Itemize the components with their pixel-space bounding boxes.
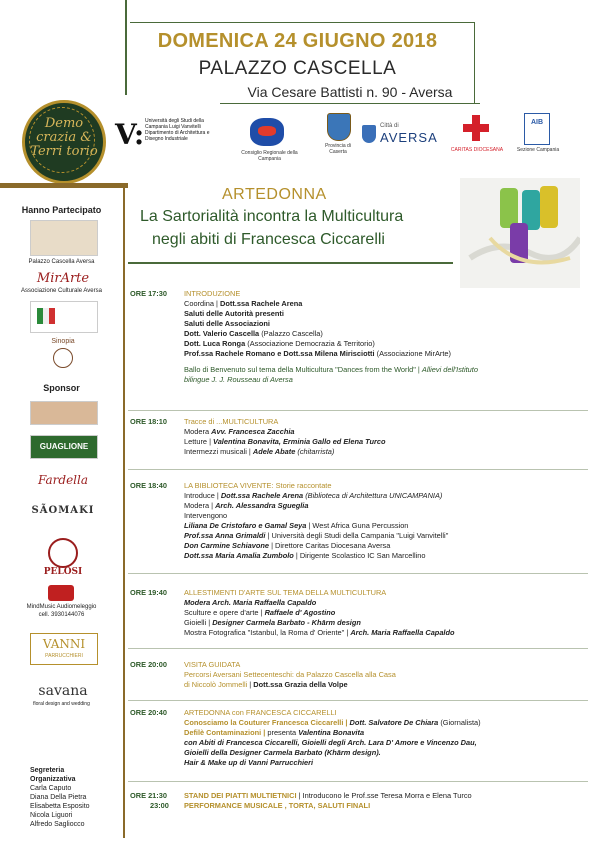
thread-spools-illustration: [460, 178, 580, 288]
citta-aversa-logo: [362, 125, 438, 147]
consiglio-text: Consiglio Regionale della Campania: [241, 150, 298, 162]
secretariat-member: Elisabetta Esposito: [30, 803, 90, 810]
schedule-line: di Niccolò Jommelli | Dott.ssa Grazia della Volpe: [184, 680, 348, 689]
schedule-line: Hair & Make up di Vanni Parrucchieri: [184, 758, 314, 767]
event-date: DOMENICA 24 GIUGNO 2018: [157, 30, 438, 52]
schedule-line: Don Carmine Schiavone | Direttore Caritas Diocesana Aversa: [184, 541, 391, 550]
schedule-line: Liliana De Cristofaro e Gamal Seya | West Africa Gunа Percussion: [184, 521, 409, 530]
yellow-spool-icon: [540, 186, 558, 228]
mindmusic-caption: MindMusic Audiomeleggio: [26, 604, 97, 610]
palazzo-photo: [30, 220, 98, 256]
provincia-text: Provincia di Caserta: [325, 143, 351, 155]
schedule-line: Introduce | Dott.ssa Rachele Arena (Biblioteca di Architettura UNICAMPANIA): [184, 491, 443, 500]
aib-sezione: Sezione Campania: [516, 147, 560, 153]
schedule-line: Mostra Fotografica "Istanbul, la Roma d' Oriente" | Arch. Maria Raffaella Capaldo: [184, 628, 455, 637]
caritas-logo: [449, 115, 505, 163]
schedule-line: Dott. Luca Ronga (Associazione Democrazia & Territorio): [184, 339, 375, 348]
section-time: ORE 21:30: [130, 791, 167, 800]
secretariat-member: Nicola Liguori: [30, 812, 73, 819]
mindmusic-phone: cell. 3930144076: [38, 612, 85, 618]
schedule-line: STAND DEI PIATTI MULTIETNICI | Introducono le Prof.sse Teresa Morra e Elena Turco: [184, 791, 472, 800]
sponsor-title: Sponsor: [43, 383, 80, 393]
schedule-line: Saluti delle Autorità presenti: [184, 309, 284, 318]
schedule-line: Dott.ssa Maria Amalia Zumbolo | Dirigente Scolastico IC San Marcellino: [184, 551, 426, 560]
savana-logo: savana: [38, 683, 88, 699]
mirarte-logo: MirArte: [36, 271, 90, 286]
schedule-line: Gioielli | Designer Carmela Barbato - Khārm design: [184, 618, 361, 627]
provincia-shield-icon: [327, 113, 351, 141]
event-subtitle-2: negli abiti di Francesca Ciccarelli: [152, 231, 385, 248]
schedule-line: Prof.ssa Rachele Romano e Dott.ssa Milena Mirisciotti (Associazione MirArte): [184, 349, 451, 358]
saomaki-logo: SÃOMAKI: [31, 505, 95, 516]
section-title: VISITA GUIDATA: [184, 660, 241, 669]
aversa-name: AVERSA: [380, 130, 438, 145]
pelosi-logo: PELOSI: [43, 567, 83, 577]
aib-logo: [512, 113, 564, 163]
schedule-line: Saluti delle Associazioni: [184, 319, 270, 328]
section-time: ORE 20:40: [130, 708, 167, 717]
democrazia-logo-text: Demo crazia & Terri torio: [30, 116, 98, 159]
event-venue: PALAZZO CASCELLA: [198, 58, 397, 79]
left-sidebar: [0, 183, 128, 842]
schedule-line: PERFORMANCE MUSICALE , TORTA, SALUTI FINALI: [184, 801, 371, 810]
header-top-rule: [130, 22, 475, 23]
schedule-line: Defilè Contaminazioni | presenta Valentina Bonavita: [184, 728, 365, 737]
schedule-line: Intermezzi musicali | Adele Abate (chitarrista): [184, 447, 335, 456]
caritas-text: CARITAS DIOCESANA: [450, 147, 504, 153]
section-time-end: 23:00: [150, 801, 169, 810]
event-subtitle-1: La Sartorialità incontra la Multicultura: [140, 208, 404, 225]
guaglione-logo: GUAGLIONE: [30, 435, 98, 459]
section-time: ORE 17:30: [130, 289, 167, 298]
citta-label: Città di: [380, 123, 399, 129]
schedule-line: Ballo di Benvenuto sul tema della Multicultura "Dances from the World" | Allievi dell'Istituto: [184, 365, 478, 374]
green-spool-icon: [500, 188, 518, 228]
palazzo-caption: Palazzo Cascella Aversa: [28, 259, 95, 265]
vanni-sub: PARRUCCHIERI: [45, 653, 83, 659]
sinopia-text: Sinopia: [51, 338, 75, 345]
section-separator: [128, 648, 588, 649]
section-title: LA BIBLIOTECA VIVENTE: Storie raccontate: [184, 481, 332, 490]
schedule-line: Modera | Arch. Alessandra Sgueglia: [184, 501, 309, 510]
democrazia-territorio-logo: [22, 100, 106, 184]
secretariat-title-2: Organizzativa: [30, 776, 76, 783]
participant-logo-flags: [30, 301, 98, 333]
schedule-line: Modera Arch. Maria Raffaella Capaldo: [184, 598, 317, 607]
schedule-line: Prof.ssa Anna Grimaldi | Università degli Studi della Campania "Luigi Vanvitelli": [184, 531, 449, 540]
section-separator: [128, 410, 588, 411]
section-separator: [128, 573, 588, 574]
schedule-line: Dott. Valerio Cascella (Palazzo Cascella): [184, 329, 323, 338]
mindmusic-icon: [48, 585, 74, 601]
section-separator: [128, 781, 588, 782]
schedule-line: Sculture e opere d'arte | Raffaele d' Agostino: [184, 608, 336, 617]
title-underline: [128, 262, 453, 264]
university-v-mark: V:: [115, 118, 145, 151]
schedule-line: bilingue J. J. Rousseau di Aversa: [184, 375, 293, 384]
university-logo: [115, 118, 220, 168]
vanni-logo: [30, 633, 98, 665]
secretariat-member: Diana Della Pietra: [30, 794, 87, 801]
sinopia-circle-icon: [53, 348, 73, 368]
section-title: Tracce di ...MULTICULTURA: [184, 417, 279, 426]
aib-book-icon: AIB: [524, 113, 550, 145]
schedule-line: Modera Avv. Francesca Zacchia: [184, 427, 295, 436]
sponsor-logo-1: [30, 401, 98, 425]
mirarte-caption: Associazione Culturale Aversa: [21, 288, 102, 294]
schedule-line: Letture | Valentina Bonavita, Erminia Gallo ed Elena Turco: [184, 437, 386, 446]
schedule-line: Conosciamo la Couturer Francesca Ciccarelli | Dott. Salvatore De Chiara (Giornalista): [184, 718, 481, 727]
secretariat-member: Carla Caputo: [30, 785, 72, 792]
section-separator: [128, 700, 588, 701]
section-title: INTRODUZIONE: [184, 289, 241, 298]
consiglio-regionale-logo: [232, 118, 307, 163]
savana-sub: floral design and wedding: [33, 701, 90, 707]
address-underline: [220, 103, 480, 104]
event-title: ARTEDONNA: [222, 186, 327, 203]
pelosi-emblem-icon: [48, 538, 78, 568]
provincia-caserta-logo: [321, 113, 355, 163]
section-time: ORE 18:40: [130, 481, 167, 490]
sidebar-rule: [123, 188, 125, 838]
sinopia-logo: [30, 336, 96, 368]
secretariat-block: [30, 766, 90, 829]
secretariat-title-1: Segreteria: [30, 767, 65, 774]
section-time: ORE 20:00: [130, 660, 167, 669]
event-address: Via Cesare Battisti n. 90 - Aversa: [247, 84, 453, 100]
section-separator: [128, 469, 588, 470]
aversa-shield-icon: [362, 125, 376, 143]
section-title: ALLESTIMENTI D'ARTE SUL TEMA DELLA MULTICULTURA: [184, 588, 387, 597]
schedule-line: Percorsi Aversani Settecenteschi: da Palazzo Cascella alla Casa: [184, 670, 396, 679]
schedule-line: Intervengono: [184, 511, 228, 520]
section-title: ARTEDONNA con FRANCESCA CICCARELLI: [184, 708, 337, 717]
campania-emblem-icon: [250, 118, 284, 146]
section-time: ORE 19:40: [130, 588, 167, 597]
schedule-line: Gioielli della Designer Carmela Barbato (Khārm design).: [184, 748, 381, 757]
secretariat-member: Alfredo Sagliocco: [30, 821, 85, 828]
schedule-line: con Abiti di Francesca Ciccarelli, Gioielli degli Arch. Lara D' Amore e Vincenzo Dau,: [184, 738, 477, 747]
schedule-line: Coordina | Dott.ssa Rachele Arena: [184, 299, 303, 308]
fardella-logo: Fardella: [37, 473, 88, 487]
section-time: ORE 18:10: [130, 417, 167, 426]
flag-red-icon: [49, 308, 55, 324]
vanni-text: VANNI: [42, 637, 86, 651]
sidebar-top-bar: [0, 183, 128, 188]
university-logo-text: Università degli Studi della Campania Luigi Vanvitelli Dipartimento di Architettura e Disegno Industriale: [145, 118, 210, 142]
caritas-cross-icon: [463, 115, 489, 141]
participants-title: Hanno Partecipato: [21, 205, 102, 215]
